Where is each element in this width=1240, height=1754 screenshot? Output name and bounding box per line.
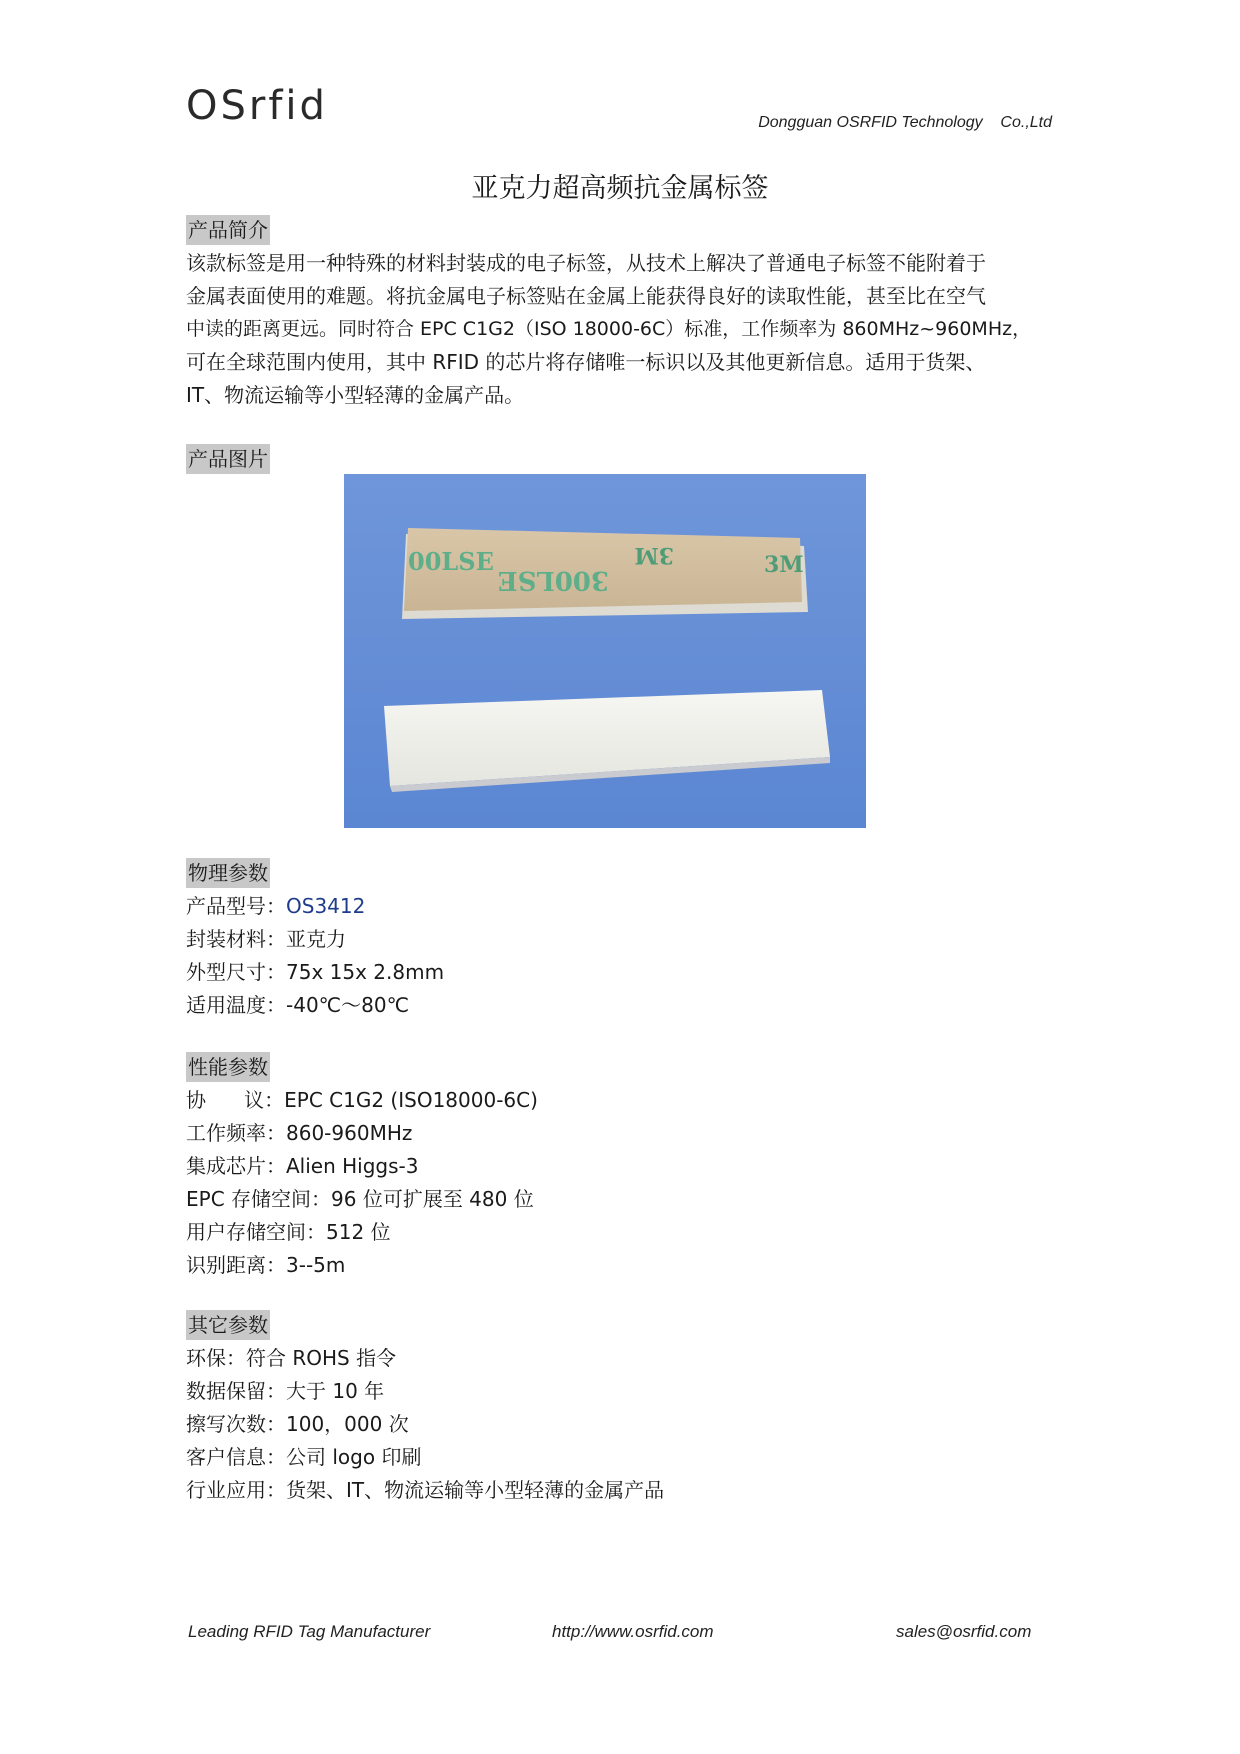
application-row: 行业应用：货架、IT、物流运输等小型轻薄的金属产品 [186, 1478, 665, 1502]
product-photo [344, 474, 866, 828]
performance-heading: 性能参数 [186, 1052, 270, 1082]
physical-section [186, 858, 1056, 1022]
write-cycles-row: 擦写次数：100，000 次 [186, 1412, 409, 1436]
material-row: 封装材料：亚克力 [186, 927, 346, 951]
picture-section [186, 444, 1056, 474]
physical-heading: 物理参数 [186, 858, 270, 888]
intro-line: IT、物流运输等小型轻薄的金属产品。 [186, 383, 525, 407]
tape-print-3m-right: 3M [764, 552, 804, 578]
data-retention-row: 数据保留：大于 10 年 [186, 1379, 385, 1403]
intro-heading: 产品简介 [186, 215, 270, 245]
intro-line: 金属表面使用的难题。将抗金属电子标签贴在金属上能获得良好的读取性能，甚至比在空气 [186, 284, 986, 308]
other-heading: 其它参数 [186, 1310, 270, 1340]
environment-row: 环保：符合 ROHS 指令 [186, 1346, 397, 1370]
tape-print-3m: 3M [634, 542, 674, 568]
intro-section [186, 215, 1056, 412]
other-section [186, 1310, 1056, 1507]
footer-email-link[interactable]: sales@osrfid.com [896, 1622, 1032, 1641]
tape-print-lse-left: 00LSE [408, 547, 494, 576]
chip-row: 集成芯片：Alien Higgs-3 [186, 1154, 419, 1178]
company-name: Dongguan OSRFID Technology Co.,Ltd [758, 114, 1052, 131]
read-range-row: 识别距离：3--5m [186, 1253, 346, 1277]
page-title: 亚克力超高频抗金属标签 [471, 173, 769, 204]
epc-memory-row: EPC 存储空间：96 位可扩展至 480 位 [186, 1187, 534, 1211]
footer-website-link[interactable]: http://www.osrfid.com [552, 1622, 714, 1641]
tape-print-300lse: 300LSE [497, 565, 609, 595]
intro-line: 可在全球范围内使用，其中 RFID 的芯片将存储唯一标识以及其他更新信息。适用于货架、 [186, 350, 986, 374]
model-row [186, 890, 1056, 923]
intro-line: 该款标签是用一种特殊的材料封装成的电子标签，从技术上解决了普通电子标签不能附着于 [186, 251, 986, 275]
customer-info-row: 客户信息：公司 logo 印刷 [186, 1445, 422, 1469]
intro-line: 中读的距离更远。同时符合 EPC C1G2（ISO 18000-6C）标准，工作频率为 860MHz~960MHz， [186, 318, 1032, 340]
user-memory-row: 用户存储空间：512 位 [186, 1220, 391, 1244]
model-label: 产品型号： [186, 894, 286, 918]
product-photo-drawing [344, 474, 866, 828]
temperature-row: 适用温度：-40℃～80℃ [186, 993, 410, 1017]
size-row: 外型尺寸：75x 15x 2.8mm [186, 960, 445, 984]
model-value: OS3412 [286, 894, 366, 918]
protocol-row: 协 议：EPC C1G2 (ISO18000-6C) [186, 1088, 538, 1112]
intro-paragraph [186, 247, 1056, 412]
company-logo: OSrfid [186, 83, 328, 129]
picture-heading: 产品图片 [186, 444, 270, 474]
performance-section [186, 1052, 1056, 1282]
frequency-row: 工作频率：860-960MHz [186, 1121, 413, 1145]
footer-tagline: Leading RFID Tag Manufacturer [188, 1622, 431, 1641]
